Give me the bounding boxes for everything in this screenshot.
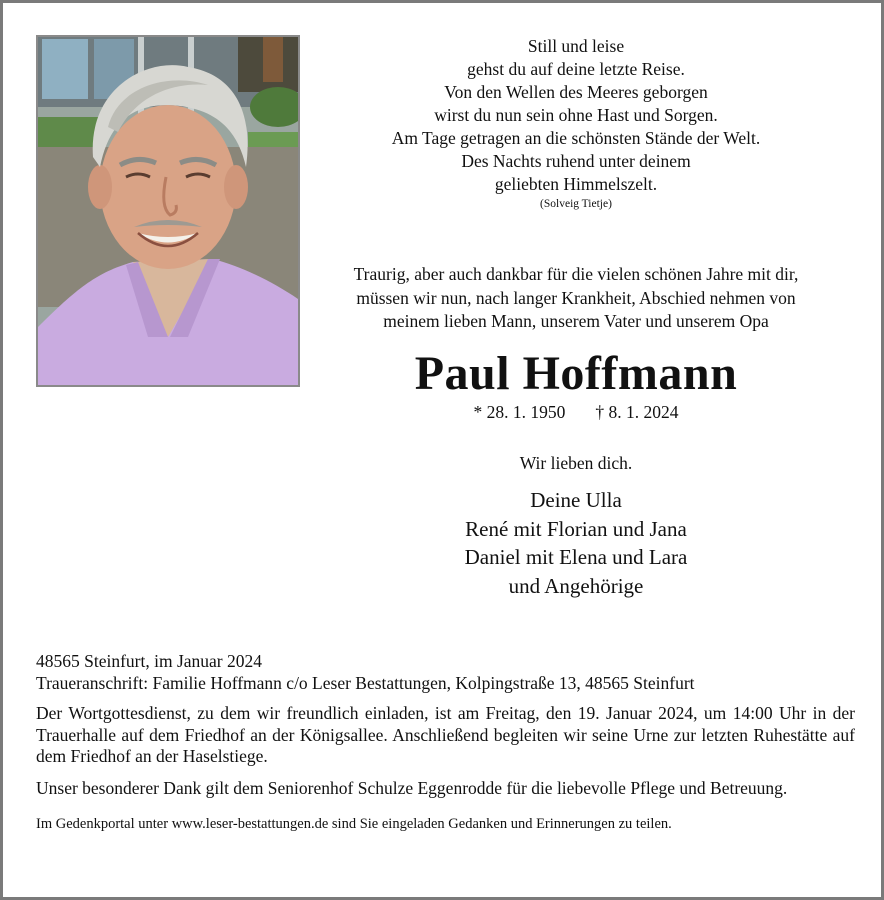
poem bbox=[303, 35, 849, 212]
death-date: † 8. 1. 2024 bbox=[595, 402, 679, 422]
family-line: Deine Ulla bbox=[530, 488, 622, 512]
footer-info bbox=[36, 651, 855, 836]
place-date: 48565 Steinfurt, im Januar 2024 bbox=[36, 651, 263, 671]
poem-author: (Solveig Tietje) bbox=[540, 198, 612, 210]
thanks-note: Unser besonderer Dank gilt dem Seniorenhof Schulze Eggenrodde für die liebevolle Pflege und Betreuung. bbox=[36, 777, 788, 798]
poem-line: Am Tage getragen an die schönsten Stände der Welt. bbox=[391, 128, 761, 148]
intro-line: Traurig, aber auch dankbar für die vielen schönen Jahre mit dir, bbox=[353, 264, 799, 284]
family-line: René mit Florian und Jana bbox=[465, 516, 687, 541]
service-info: Der Wortgottesdienst, zu dem wir freundlich einladen, ist am Freitag, den 19. Januar 2024, um 14:00 Uhr in der Trauerhalle auf dem Friedhof an der Königsallee. Anschließend begleiten wir seine Urne zur letzten Ruhestätte auf dem Friedhof an der Haselstiege. bbox=[36, 703, 855, 766]
intro-line: meinem lieben Mann, unserem Vater und unserem Opa bbox=[383, 311, 769, 331]
family-signatures bbox=[303, 486, 849, 600]
poem-line: wirst du nun sein ohne Hast und Sorgen. bbox=[434, 105, 718, 125]
memorial-portal-note: Im Gedenkportal unter www.leser-bestattungen.de sind Sie eingeladen Gedanken und Erinnerungen zu teilen. bbox=[36, 816, 672, 832]
intro-text bbox=[303, 263, 849, 334]
mourning-address: Traueranschrift: Familie Hoffmann c/o Leser Bestattungen, Kolpingstraße 13, 48565 Steinfurt bbox=[36, 672, 695, 693]
family-line: und Angehörige bbox=[508, 573, 644, 598]
poem-line: Still und leise bbox=[527, 36, 625, 56]
poem-line: Des Nachts ruhend unter deinem bbox=[461, 151, 691, 171]
poem-line: Von den Wellen des Meeres geborgen bbox=[444, 82, 708, 102]
poem-line: geliebten Himmelszelt. bbox=[494, 174, 658, 194]
birth-date: * 28. 1. 1950 bbox=[473, 402, 566, 422]
closing-line: Wir lieben dich. bbox=[519, 453, 633, 473]
family-line: Daniel mit Elena und Lara bbox=[464, 545, 688, 569]
deceased-name: Paul Hoffmann bbox=[414, 347, 738, 400]
poem-line: gehst du auf deine letzte Reise. bbox=[467, 59, 685, 79]
portrait-photo bbox=[36, 35, 300, 387]
intro-line: müssen wir nun, nach langer Krankheit, Abschied nehmen von bbox=[356, 287, 796, 308]
life-dates bbox=[303, 401, 849, 423]
